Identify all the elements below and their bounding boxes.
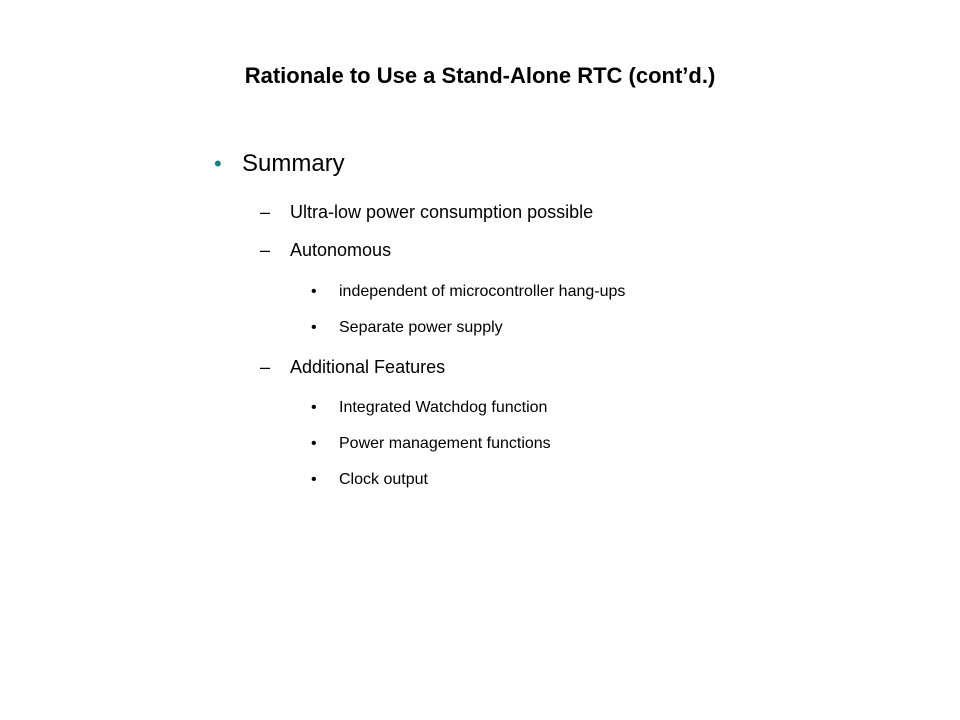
dash-icon: – — [260, 357, 271, 377]
bullet-dot-icon: • — [214, 151, 222, 176]
sub-sub-bullet-separate-power — [311, 317, 503, 339]
bullet-dot-icon: • — [311, 435, 317, 452]
sub-bullet-additional-features — [260, 355, 446, 379]
bullet-dot-icon: • — [311, 399, 317, 416]
sub-bullet-label: Autonomous — [290, 240, 392, 260]
bullet-dot-icon: • — [311, 319, 317, 336]
bullet-dot-icon: • — [311, 471, 317, 488]
dash-icon: – — [260, 202, 271, 222]
sub-sub-bullet-label: Separate power supply — [339, 319, 503, 336]
sub-sub-bullet-label: Integrated Watchdog function — [339, 399, 548, 416]
sub-sub-bullet-independent — [311, 281, 626, 303]
sub-bullet-autonomous — [260, 238, 392, 262]
sub-sub-bullet-label: Clock output — [339, 471, 428, 488]
dash-icon: – — [260, 240, 271, 260]
sub-sub-bullet-label: independent of microcontroller hang-ups — [339, 283, 626, 300]
sub-sub-bullet-clock-output — [311, 469, 428, 491]
bullet-dot-icon: • — [311, 283, 317, 300]
bullet-summary — [214, 150, 345, 178]
slide-title: Rationale to Use a Stand-Alone RTC (cont’d.) — [244, 63, 716, 88]
sub-sub-bullet-watchdog — [311, 397, 548, 419]
sub-sub-bullet-label: Power management functions — [339, 435, 551, 452]
bullet-summary-label: Summary — [242, 150, 345, 177]
sub-bullet-label: Additional Features — [290, 357, 446, 377]
sub-bullet-label: Ultra-low power consumption possible — [290, 202, 594, 222]
sub-bullet-ultra-low-power — [260, 200, 594, 224]
sub-sub-bullet-power-management — [311, 433, 551, 455]
